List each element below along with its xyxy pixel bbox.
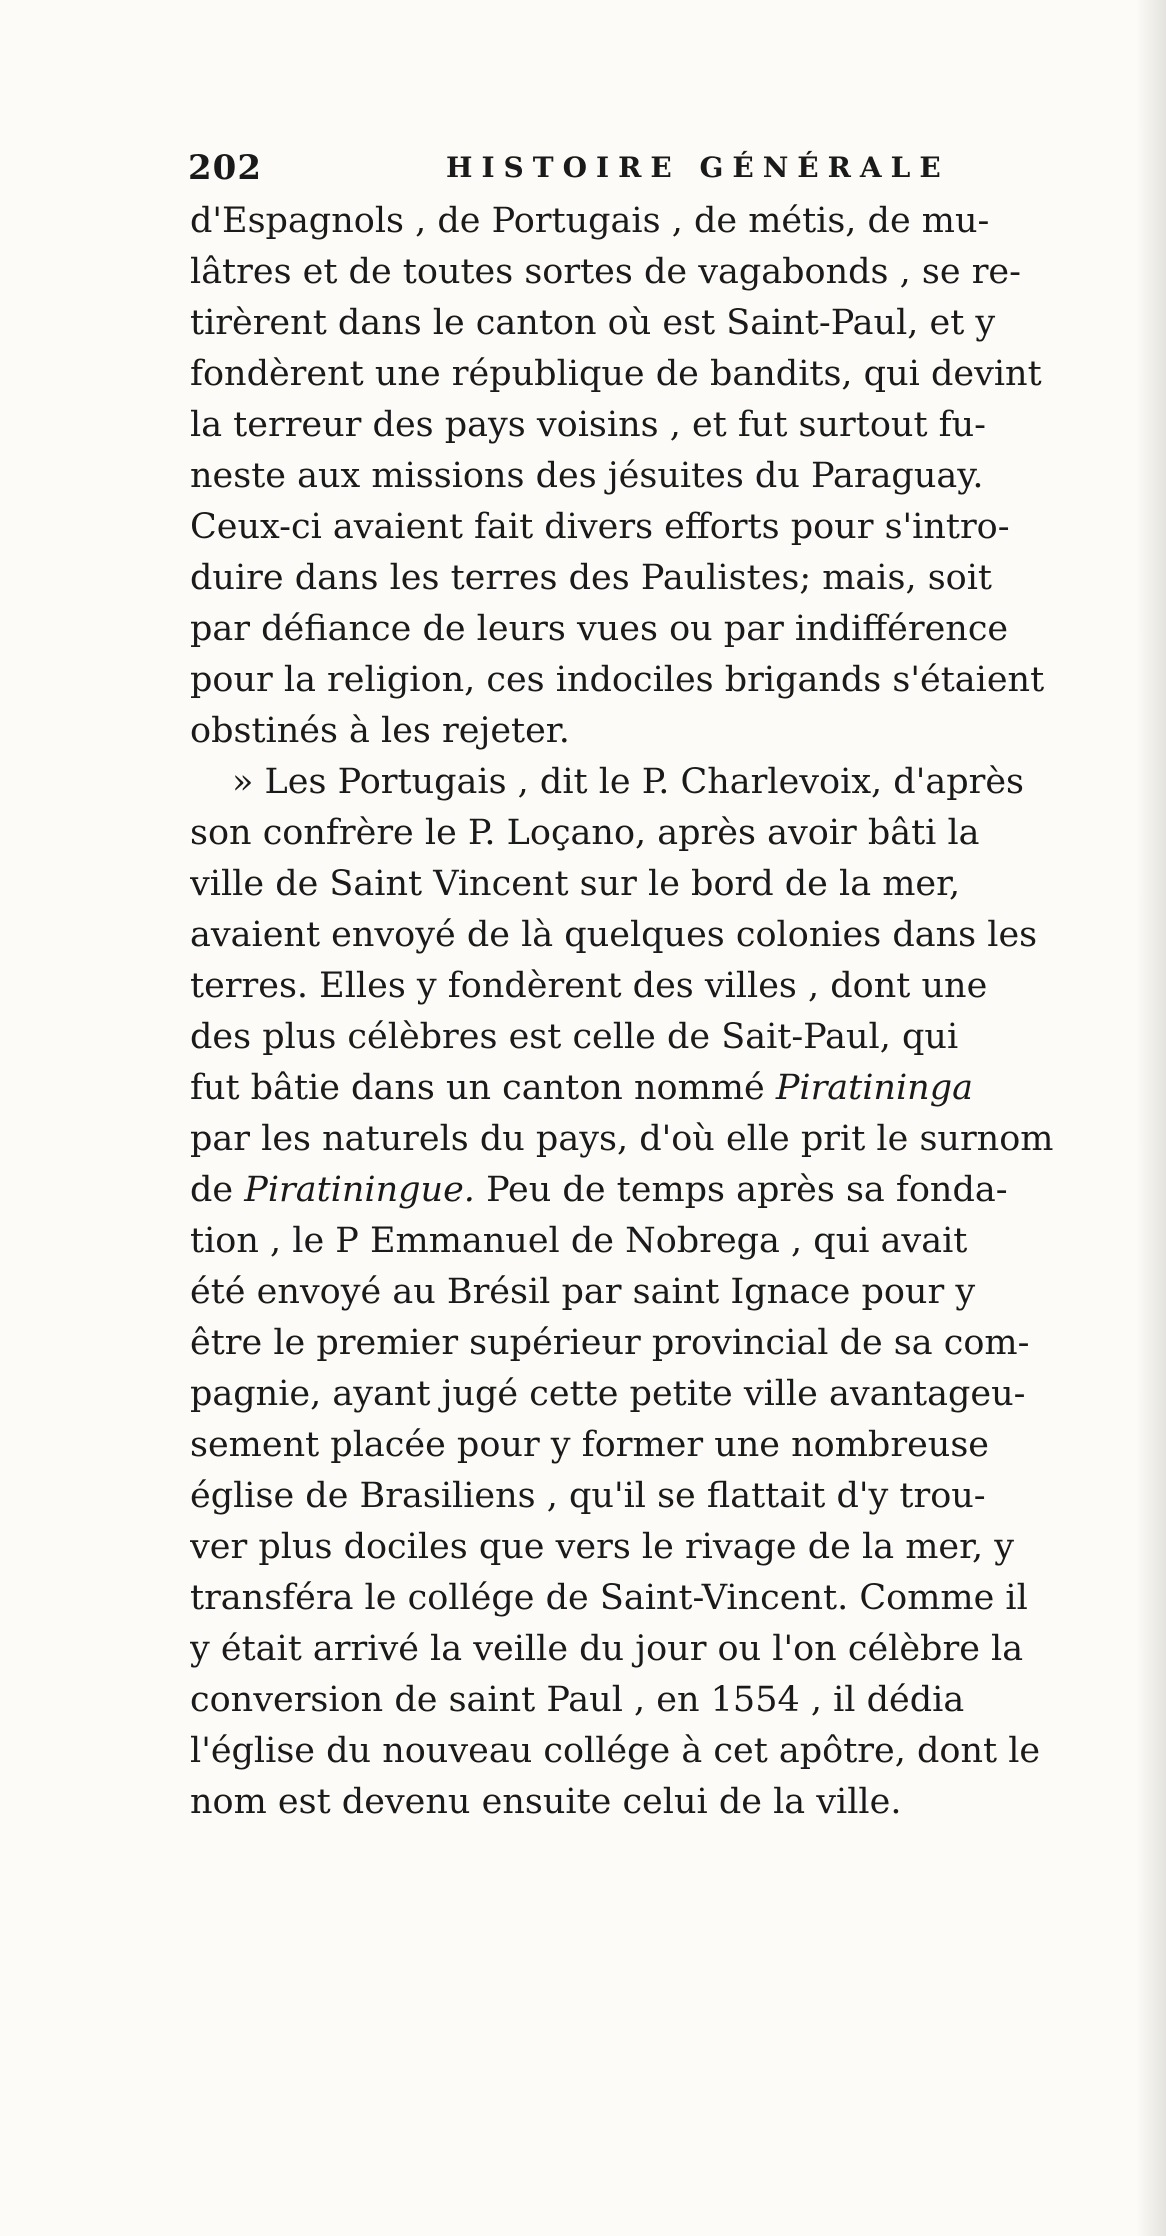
text-line: par défiance de leurs vues ou par indifférence [190,609,1009,649]
text-line: pagnie, ayant jugé cette petite ville avantageu- [190,1374,1026,1414]
text-line: lâtres et de toutes sortes de vagabonds , se re- [190,252,1021,292]
text-line: ville de Saint Vincent sur le bord de la mer, [190,864,961,904]
text-line: » Les Portugais , dit le P. Charlevoix, d'après [232,762,1025,802]
italic-place-name: Piratiningue. [244,1170,475,1210]
text-line: nom est devenu ensuite celui de la ville. [190,1782,902,1822]
text-line: duire dans les terres des Paulistes; mais, soit [190,558,992,598]
text-fragment: fut bâtie dans un canton nommé [190,1068,765,1108]
text-line: ver plus dociles que vers le rivage de la mer, y [190,1527,1015,1567]
text-line: pour la religion, ces indociles brigands s'étaient [190,660,1045,700]
text-line: terres. Elles y fondèrent des villes , dont une [190,966,988,1006]
text-line: Ceux-ci avaient fait divers efforts pour s'intro- [190,507,1010,547]
body-text [190,196,1158,1828]
text-line: des plus célèbres est celle de Sait-Paul, qui [190,1017,959,1057]
text-line [190,1165,1158,1216]
text-line: été envoyé au Brésil par saint Ignace pour y [190,1272,976,1312]
text-line: fondèrent une république de bandits, qui devint [190,354,1042,394]
text-line: conversion de saint Paul , en 1554 , il dédia [190,1680,965,1720]
text-line: par les naturels du pays, d'où elle prit le surnom [190,1119,1054,1159]
text-line: avaient envoyé de là quelques colonies dans les [190,915,1038,955]
text-line: neste aux missions des jésuites du Paraguay. [190,456,984,496]
text-line: sement placée pour y former une nombreuse [190,1425,990,1465]
text-line: y était arrivé la veille du jour ou l'on célèbre la [190,1629,1024,1669]
page-number: 202 [188,148,262,188]
italic-place-name: Piratininga [775,1068,973,1108]
text-line: être le premier supérieur provincial de sa com- [190,1323,1030,1363]
text-line: église de Brasiliens , qu'il se flattait d'y trou- [190,1476,986,1516]
text-line: obstinés à les rejeter. [190,711,570,751]
text-line: transféra le collége de Saint-Vincent. Comme il [190,1578,1028,1618]
text-line [190,1063,1158,1114]
text-line: l'église du nouveau collége à cet apôtre, dont le [190,1731,1041,1771]
page-header [188,148,1118,188]
text-fragment: Peu de temps après sa fonda- [486,1170,1008,1210]
running-title: HISTOIRE GÉNÉRALE [446,151,950,184]
text-line: son confrère le P. Loçano, après avoir bâti la [190,813,980,853]
text-line: tion , le P Emmanuel de Nobrega , qui avait [190,1221,968,1261]
text-line: d'Espagnols , de Portugais , de métis, de mu- [190,201,990,241]
text-line: tirèrent dans le canton où est Saint-Paul, et y [190,303,996,343]
text-fragment: de [190,1170,234,1210]
text-line: la terreur des pays voisins , et fut surtout fu- [190,405,986,445]
